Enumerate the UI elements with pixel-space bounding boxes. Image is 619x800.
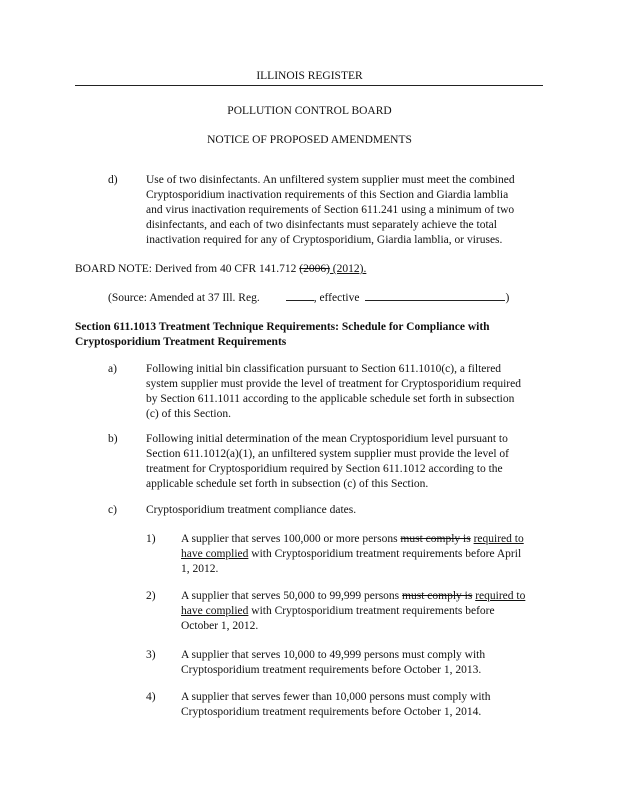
item-d-line: Use of two disinfectants. An unfiltered system supplier must meet the combined (146, 174, 515, 186)
sub2-text: with Cryptosporidium treatment requirements before (248, 605, 495, 617)
sub3-line: Cryptosporidium treatment requirements before October 1, 2013. (181, 664, 482, 676)
sub2-inserted-text: required to (475, 590, 526, 602)
sub4-line: Cryptosporidium treatment requirements before October 1, 2014. (181, 706, 482, 718)
sub3-paragraph (181, 648, 551, 678)
sub1-label: 1) (146, 533, 156, 545)
sub3-line: A supplier that serves 10,000 to 49,999 persons must comply with (181, 649, 486, 661)
item-d-line: disinfectants, and each of two disinfectants must separately achieve the total (146, 219, 497, 231)
section-heading-line: Section 611.1013 Treatment Technique Requirements: Schedule for Compliance with (75, 321, 490, 333)
item-b-label: b) (108, 433, 118, 445)
item-d-label: d) (108, 174, 118, 186)
sub1-text: A supplier that serves 100,000 or more persons (181, 533, 401, 545)
section-heading-line: Cryptosporidium Treatment Requirements (75, 336, 287, 348)
board-note (75, 262, 545, 277)
sub2-line (181, 589, 551, 604)
sub1-inserted-text: have complied (181, 548, 249, 560)
board-note-struck-year: (2006) (299, 263, 330, 275)
item-a-line: Following initial bin classification pursuant to Section 611.1010(c), a filtered (146, 363, 502, 375)
board-note-new-year: (2012). (329, 263, 367, 275)
item-b-line: applicable schedule set forth in subsection (c) of this Section. (146, 478, 429, 490)
sub3-label: 3) (146, 649, 156, 661)
item-a-paragraph (146, 362, 546, 422)
header-rule (75, 85, 543, 86)
source-effective: , effective (313, 292, 360, 304)
item-b-line: Section 611.1012(a)(1), an unfiltered system supplier must provide the level of (146, 448, 510, 460)
sub4-label: 4) (146, 691, 156, 703)
sub1-line: 1, 2012. (181, 563, 219, 575)
sub2-text: A supplier that serves 50,000 to 99,999 persons (181, 590, 403, 602)
item-c-label: c) (108, 504, 117, 516)
item-a-line: by Section 611.1011 according to the applicable schedule set forth in subsection (146, 393, 515, 405)
sub2-label: 2) (146, 590, 156, 602)
source-line (108, 289, 548, 306)
sub1-text: with Cryptosporidium treatment requirements before April (248, 548, 522, 560)
sub1-struck-text: must comply is (400, 533, 471, 545)
register-title: ILLINOIS REGISTER (256, 70, 363, 82)
source-effective-blank (365, 289, 505, 301)
sub2-line (181, 604, 551, 619)
source-open: (Source: Amended at 37 Ill. Reg. (108, 292, 260, 304)
sub2-line: October 1, 2012. (181, 620, 259, 632)
item-c-text: Cryptosporidium treatment compliance dates. (146, 504, 357, 516)
board-note-prefix: BOARD NOTE: Derived from 40 CFR 141.712 (75, 263, 300, 275)
sub1-paragraph (181, 532, 551, 577)
item-d-paragraph (146, 173, 546, 248)
source-close: ) (505, 292, 510, 304)
sub1-line (181, 532, 551, 547)
source-register-blank (286, 289, 314, 301)
sub1-line (181, 547, 551, 562)
item-a-line: system supplier must provide the level of treatment for Cryptosporidium required (146, 378, 521, 390)
sub2-paragraph (181, 589, 551, 634)
item-d-line: Cryptosporidium inactivation requirements of this Section and Giardia lamblia (146, 189, 509, 201)
item-d-line: inactivation required for any of Cryptosporidium, Giardia lamblia, or viruses. (146, 234, 503, 246)
sub4-line: A supplier that serves fewer than 10,000 persons must comply with (181, 691, 491, 703)
item-b-line: Following initial determination of the mean Cryptosporidium level pursuant to (146, 433, 508, 445)
section-heading (75, 320, 555, 350)
notice-title: NOTICE OF PROPOSED AMENDMENTS (207, 134, 412, 146)
sub1-inserted-text: required to (473, 533, 524, 545)
board-name: POLLUTION CONTROL BOARD (227, 105, 392, 117)
item-a-line: (c) of this Section. (146, 408, 231, 420)
sub4-paragraph (181, 690, 551, 720)
item-b-line: treatment for Cryptosporidium required by Section 611.1012 according to the (146, 463, 503, 475)
item-a-label: a) (108, 363, 117, 375)
sub2-inserted-text: have complied (181, 605, 249, 617)
sub2-struck-text: must comply is (402, 590, 473, 602)
item-d-line: and virus inactivation requirements of Section 611.241 using a minimum of two (146, 204, 515, 216)
item-b-paragraph (146, 432, 546, 492)
